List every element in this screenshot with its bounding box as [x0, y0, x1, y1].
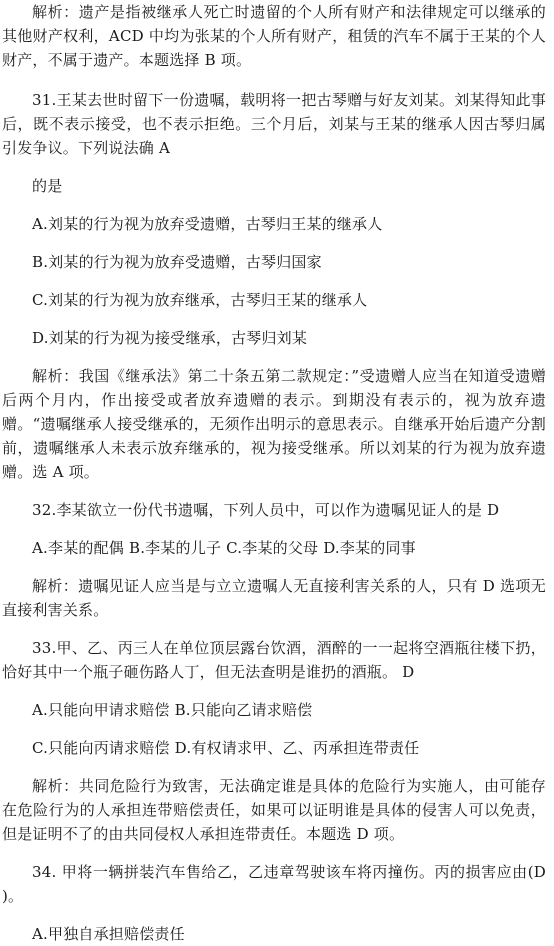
spacer	[2, 350, 546, 364]
question-33: 33.甲、乙、丙三人在单位顶层露台饮酒，酒醉的一一起将空酒瓶往楼下扔，恰好其中一个瓶子砸伤路人丁，但无法查明是谁扔的酒瓶。 D	[2, 639, 546, 681]
spacer	[2, 908, 546, 922]
spacer	[2, 560, 546, 574]
answer-explanation-31: 解析：我国《继承法》第二十条五第二款规定：”受遗赠人应当在知道受遗赠后两个月内，作出接受或者放弃遗赠的表示。到期没有表示的，视为放弃遗赠。“遗嘱继承人接受继承的，无须作出明示的意思表示。自继承开始后遗产分割前，遗嘱继承人未表示放弃继承的，视为接受继承。所以刘某的行为视为放弃遗赠。选 A 项。	[2, 367, 546, 481]
spacer	[2, 198, 546, 212]
spacer	[2, 622, 546, 636]
spacer	[2, 684, 546, 698]
spacer	[2, 522, 546, 536]
answer-explanation-33: 解析：共同危险行为致害，无法确定谁是具体的危险行为实施人，由可能存在危险行为的人承担连带赔偿责任，如果可以证明谁是具体的侵害人可以免责，但是证明不了的由共同侵权人承担连带责任。本题选 D 项。	[2, 777, 546, 843]
spacer	[2, 484, 546, 498]
spacer	[2, 236, 546, 250]
spacer	[2, 722, 546, 736]
answer-explanation-32: 解析：遗嘱见证人应当是与立立遗嘱人无直接利害关系的人，只有 D 选项无直接利害关系。	[2, 577, 546, 619]
question-34: 34. 甲将一辆拼装汽车售给乙，乙违章驾驶该车将丙撞伤。丙的损害应由(D )。	[2, 863, 546, 905]
question-31-continuation: 的是	[32, 177, 63, 195]
question-32: 32.李某欲立一份代书遗嘱，下列人员中，可以作为遗嘱见证人的是 D	[32, 501, 500, 519]
answer-explanation-30: 解析：遗产是指被继承人死亡时遗留的个人所有财产和法律规定可以继承的其他财产权利，ACD 中均为张某的个人所有财产，租赁的汽车不属于王某的个人财产，不属于遗产。本题选择 B 项。	[2, 3, 546, 69]
question-34-option-a: A.甲独自承担赔偿责任	[32, 925, 185, 943]
question-31: 31.王某去世时留下一份遗嘱，载明将一把古琴赠与好友刘某。刘某得知此事后，既不表示接受，也不表示拒绝。三个月后，刘某与王某的继承人因古琴归属引发争议。下列说法确 A	[2, 91, 546, 157]
question-32-options: A.李某的配偶 B.李某的儿子 C.李某的父母 D.李某的同事	[32, 539, 416, 557]
question-31-option-c: C.刘某的行为视为放弃继承，古琴归王某的继承人	[32, 291, 368, 309]
question-33-options-cd: C.只能向丙请求赔偿 D.有权请求甲、乙、丙承担连带责任	[32, 739, 420, 757]
spacer	[2, 760, 546, 774]
spacer	[2, 312, 546, 326]
spacer	[2, 72, 546, 88]
spacer	[2, 274, 546, 288]
spacer	[2, 160, 546, 174]
question-31-option-a: A.刘某的行为视为放弃受遗赠，古琴归王某的继承人	[32, 215, 383, 233]
question-33-options-ab: A.只能向甲请求赔偿 B.只能向乙请求赔偿	[32, 701, 313, 719]
question-31-option-b: B.刘某的行为视为放弃受遗赠，古琴归国家	[32, 253, 322, 271]
question-31-option-d: D.刘某的行为视为接受继承，古琴归刘某	[32, 329, 308, 347]
spacer	[2, 846, 546, 860]
